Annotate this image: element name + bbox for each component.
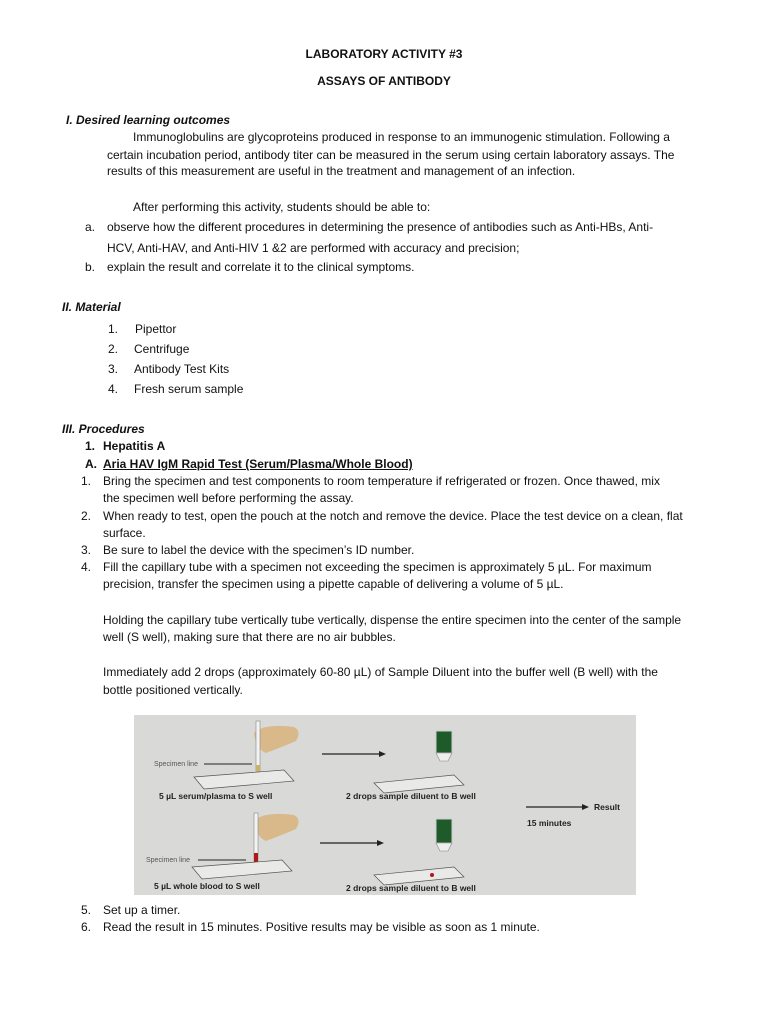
diluent-bottle-icon bbox=[436, 819, 452, 851]
list-marker: 5. bbox=[81, 903, 92, 917]
list-marker: 2. bbox=[108, 342, 119, 356]
procedure-step: Read the result in 15 minutes. Positive results may be visible as soon as 1 minute. bbox=[103, 920, 540, 934]
list-item: observe how the different procedures in determining the presence of antibodies such as Anti-HBs, Anti- bbox=[107, 220, 654, 234]
material-item: Antibody Test Kits bbox=[134, 362, 230, 376]
list-marker: 3. bbox=[108, 362, 119, 376]
diluent-bottle-icon bbox=[436, 731, 452, 761]
figure-label: 5 µL serum/plasma to S well bbox=[159, 791, 273, 801]
figure-label: 5 µL whole blood to S well bbox=[154, 881, 260, 891]
material-item: Centrifuge bbox=[134, 342, 190, 356]
list-marker: 6. bbox=[81, 920, 92, 934]
subheading-hepatitis-a: Hepatitis A bbox=[103, 439, 166, 453]
procedure-step: precision, transfer the specimen using a pipette capable of delivering a volume of 5 µL. bbox=[103, 577, 564, 591]
material-item: Pipettor bbox=[135, 322, 177, 336]
paragraph-line: Holding the capillary tube vertically tube vertically, dispense the entire specimen into the center of the sample bbox=[103, 613, 682, 627]
list-marker: 3. bbox=[81, 543, 92, 557]
paragraph-line: Immediately add 2 drops (approximately 60-80 µL) of Sample Diluent into the buffer well (B well) with the bbox=[103, 665, 658, 679]
result-label: Result bbox=[594, 802, 620, 812]
procedure-step: Bring the specimen and test components to room temperature if refrigerated or frozen. Once thawed, mix bbox=[103, 474, 660, 488]
specimen-line-label: Specimen line bbox=[146, 857, 190, 864]
material-item: Fresh serum sample bbox=[134, 382, 244, 396]
procedure-step: the specimen well before performing the assay. bbox=[103, 491, 354, 505]
procedure-figure bbox=[134, 715, 636, 895]
section-heading-outcomes: I. Desired learning outcomes bbox=[66, 113, 231, 127]
procedure-step: Be sure to label the device with the specimen’s ID number. bbox=[103, 543, 415, 557]
figure-label: 2 drops sample diluent to B well bbox=[346, 883, 476, 893]
list-marker: 2. bbox=[81, 509, 92, 523]
outcomes-intro: After performing this activity, students should be able to: bbox=[133, 200, 431, 214]
document-subtitle: ASSAYS OF ANTIBODY bbox=[317, 74, 451, 88]
procedure-step: When ready to test, open the pouch at the notch and remove the device. Place the test device on a clean, flat bbox=[103, 509, 683, 523]
list-marker: 1. bbox=[108, 322, 119, 336]
paragraph-line: well (S well), making sure that there are no air bubbles. bbox=[103, 630, 396, 644]
procedure-step: surface. bbox=[103, 526, 146, 540]
procedure-step: Fill the capillary tube with a specimen not exceeding the specimen is approximately 5 µL. For maximum bbox=[103, 560, 652, 574]
procedure-step: Set up a timer. bbox=[103, 903, 181, 917]
section-heading-material: II. Material bbox=[62, 300, 121, 314]
specimen-line-label: Specimen line bbox=[154, 761, 198, 768]
paragraph-line: bottle positioned vertically. bbox=[103, 683, 243, 697]
section-heading-procedures: III. Procedures bbox=[62, 422, 145, 436]
list-marker: 4. bbox=[108, 382, 119, 396]
list-marker: 4. bbox=[81, 560, 92, 574]
paragraph-line: Immunoglobulins are glycoproteins produced in response to an immunogenic stimulation. Following a bbox=[133, 130, 670, 144]
list-marker: A. bbox=[85, 457, 97, 471]
list-item: HCV, Anti-HAV, and Anti-HIV 1 &2 are performed with accuracy and precision; bbox=[107, 241, 520, 255]
list-marker: 1. bbox=[85, 439, 96, 453]
paragraph-line: results of this measurement are useful in the treatment and management of an infection. bbox=[107, 164, 576, 178]
document-title: LABORATORY ACTIVITY #3 bbox=[305, 47, 463, 61]
list-item: explain the result and correlate it to the clinical symptoms. bbox=[107, 260, 415, 274]
paragraph-line: certain incubation period, antibody titer can be measured in the serum using certain laboratory assays. The bbox=[107, 148, 675, 162]
list-marker: b. bbox=[85, 260, 96, 274]
subheading-test-name: Aria HAV IgM Rapid Test (Serum/Plasma/Whole Blood) bbox=[103, 457, 413, 471]
list-marker: a. bbox=[85, 220, 96, 234]
time-label: 15 minutes bbox=[527, 818, 572, 828]
figure-label: 2 drops sample diluent to B well bbox=[346, 791, 476, 801]
list-marker: 1. bbox=[81, 474, 92, 488]
